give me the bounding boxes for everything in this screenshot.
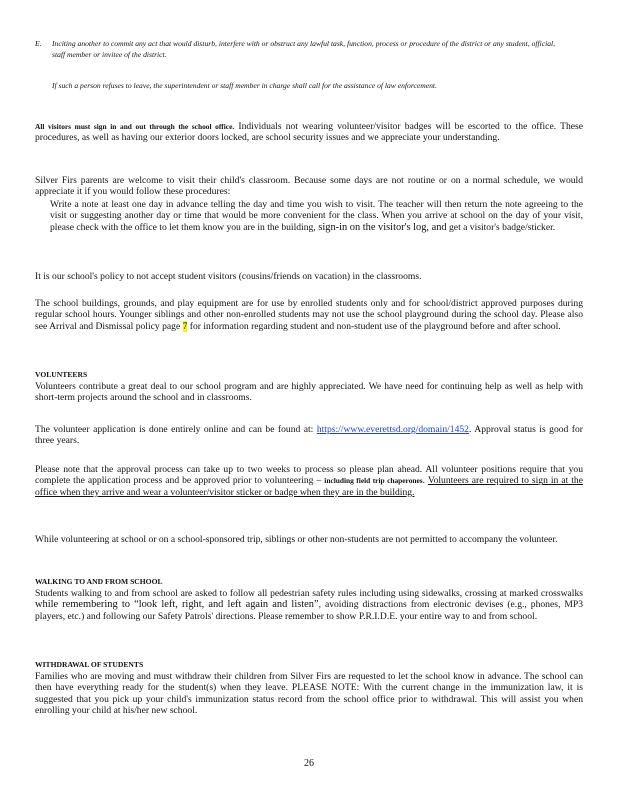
withdrawal-heading: WITHDRAWAL OF STUDENTS	[35, 660, 144, 669]
approval-process	[35, 464, 583, 498]
page-reference[interactable]: 7	[182, 320, 188, 332]
item-e-text: Inciting another to commit any act that would disturb, interfere with or obstruct any lawful task, function, process or procedure of the district or any student, official, staff member or invitee of the district.	[52, 39, 555, 59]
chaperones-bold-text: including field trip chaperones	[324, 476, 423, 486]
procedure-badge-text: get a visitor's badge/sticker.	[446, 221, 556, 233]
buildings-paragraph	[35, 298, 583, 332]
look-left-right-text: while remembering to “look left, right, and left again and listen”	[35, 599, 319, 611]
walking-text: Students walking to and from school are asked to follow all pedestrian safety rules including using sidewalks, crossing at marked crosswalks	[35, 588, 583, 599]
classroom-intro: Silver Firs parents are welcome to visit their child's classroom. Because some days are not routine or on a normal schedule, we would appreciate it if you would follow these procedures:	[35, 175, 583, 198]
volunteers-heading: VOLUNTEERS	[35, 370, 88, 379]
walking-text-end: , avoiding distractions from electronic devises (e.g., phones, MP3 players, etc.) and following our Safety Patrols' directions. Please remember to show P.R.I.D.E. your entire way to and from school.	[35, 599, 583, 622]
volunteer-application	[35, 424, 583, 447]
approval-process-separator: .	[422, 475, 428, 487]
visitors-text: Individuals not wearing volunteer/visitor badges will be escorted to the office. These procedures, as well as having our exterior doors locked, are school security issues and we appreciate your understanding.	[35, 121, 583, 144]
page-number: 26	[304, 758, 314, 769]
buildings-text: The school buildings, grounds, and play equipment are for use by enrolled students only and for school/district approved purposes during regular school hours. Younger siblings and other non-enrolled students may not use the school playground during the school day. Please also see Arrival and Dismissal policy page	[35, 298, 583, 332]
procedure-note-text: Write a note at least one day in advance telling the day and time you wish to visit. The teacher will then return the note agreeing to the visit or suggesting another day or time that would be more convenient for the class. When you arrive at school on the day of your visit, please check with the office to let them know you are in the building,	[50, 199, 583, 233]
approval-process-text: Please note that the approval process can take up to two weeks to process so please plan ahead. All volunteer positions require that you complete the application process and be approved prior to volunteering –	[35, 464, 583, 487]
walking-heading: WALKING TO AND FROM SCHOOL	[35, 577, 163, 586]
item-e-label: E.	[35, 39, 42, 48]
buildings-text-end: for information regarding student and non-student use of the playground before and after school.	[187, 320, 561, 332]
sign-in-requirement: Volunteers are required to sign in at the office when they arrive and wear a volunteer/visitor sticker or badge when they are in the building.	[35, 475, 583, 498]
item-e	[35, 38, 555, 60]
classroom-procedures	[35, 199, 583, 233]
walking-paragraph	[35, 588, 583, 622]
application-text: The volunteer application is done entirely online and can be found at:	[35, 424, 317, 435]
visitors-bold-text: All visitors must sign in and out through the school office.	[35, 122, 235, 131]
approval-text: . Approval status is good for three years.	[35, 424, 583, 447]
visitors-paragraph	[35, 121, 583, 144]
volunteers-intro: Volunteers contribute a great deal to our school program and are highly appreciated. We have need for continuing help as well as help with short-term projects around the school and in classrooms.	[35, 381, 583, 404]
siblings-policy: While volunteering at school or on a school-sponsored trip, siblings or other non-students are not permitted to accompany the volunteer.	[35, 534, 558, 545]
withdrawal-paragraph: Families who are moving and must withdraw their children from Silver Firs are requested to let the school know in advance. The school can then have everything ready for the student(s) when they leave. PLEASE NOTE: With the current change in the immunization law, it is suggested that you pick up your child's immunization status record from the school office prior to withdrawal. This will assist you when enrolling your child at his/her new school.	[35, 671, 583, 717]
procedure-signin-text: sign-in on the visitor's log, and	[315, 221, 447, 233]
application-link[interactable]: https://www.everettsd.org/domain/1452	[316, 424, 469, 435]
law-enforcement-note: If such a person refuses to leave, the superintendent or staff member in charge shall call for the assistance of law enforcement.	[52, 81, 437, 90]
student-visitors-policy: It is our school's policy to not accept student visitors (cousins/friends on vacation) in the classrooms.	[35, 271, 422, 282]
